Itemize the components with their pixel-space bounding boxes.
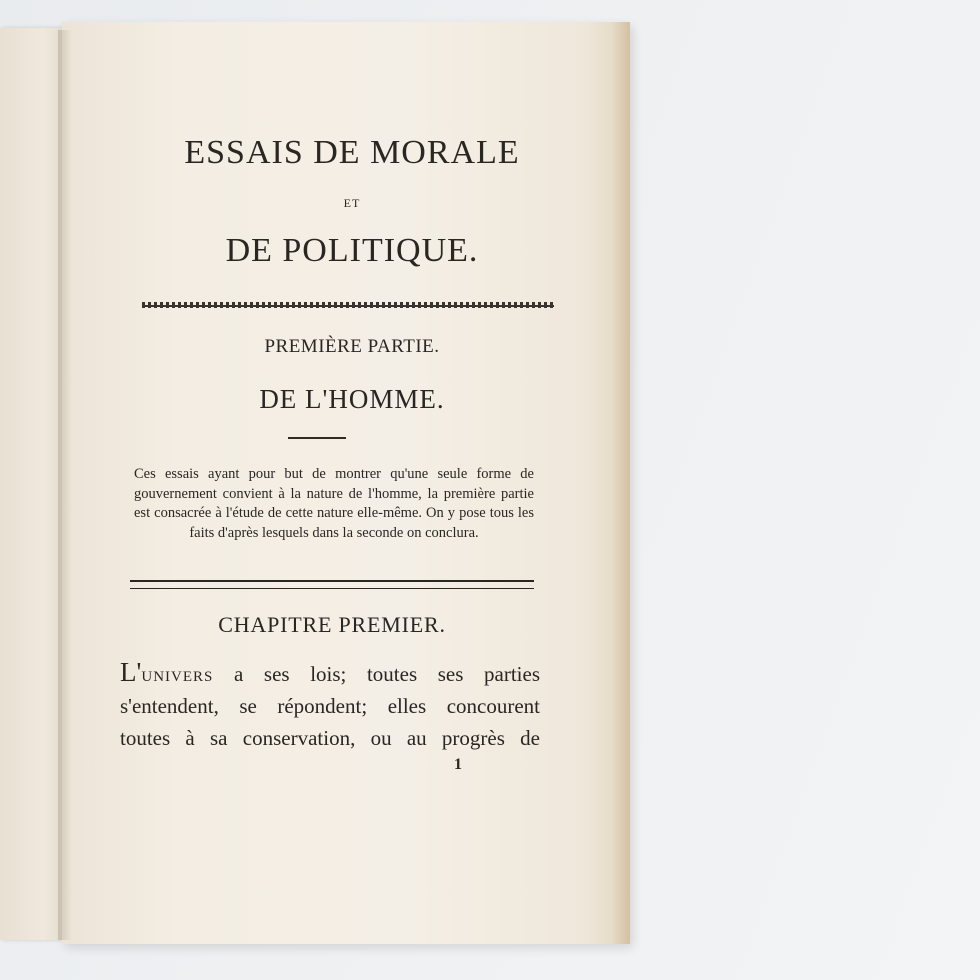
title-connector: ET xyxy=(343,196,361,210)
abstract-paragraph: Ces essais ayant pour but de montrer qu'une seule forme de gouvernement convient à la nature de l'homme, la première partie est consacrée à l'étude de cette nature elle-même. On y pose tous les faits d'après lesquels dans la seconde on conclura. xyxy=(134,466,534,541)
title-line-1: ESSAIS DE MORALE xyxy=(184,134,520,171)
short-divider xyxy=(288,437,346,439)
smallcaps-word: univers xyxy=(141,662,214,686)
body-line-1 xyxy=(120,656,540,690)
part-label: PREMIÈRE PARTIE. xyxy=(264,336,440,357)
page-number: 1 xyxy=(454,756,462,773)
book-page xyxy=(62,22,630,944)
body-line-2: s'entendent, se répondent; elles concourent xyxy=(120,694,540,718)
ornamental-rule xyxy=(142,302,554,308)
chapter-title: CHAPITRE PREMIER. xyxy=(218,612,446,637)
double-divider xyxy=(130,580,534,589)
part-title: DE L'HOMME. xyxy=(259,384,445,414)
line-1-rest: a ses lois; toutes ses parties xyxy=(213,662,540,686)
title-line-2: DE POLITIQUE. xyxy=(225,232,479,269)
body-line-3: toutes à sa conservation, ou au progrès de xyxy=(120,726,540,750)
book-gutter xyxy=(58,30,72,940)
dropcap: L' xyxy=(120,657,142,687)
body-paragraph xyxy=(120,656,540,754)
